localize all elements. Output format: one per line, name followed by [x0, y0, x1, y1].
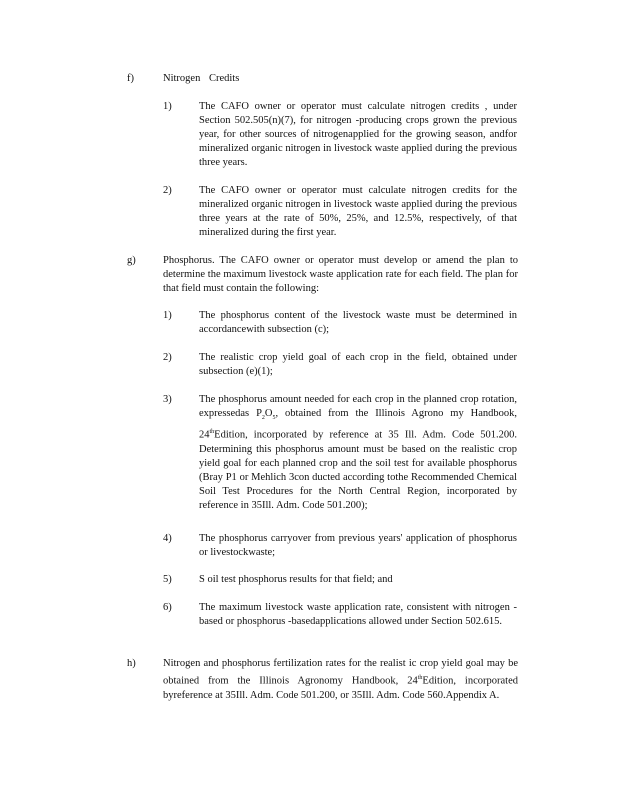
section-g-intro: Phosphorus. The CAFO owner or operator must develop or amend the plan to determine the maximum livestock waste application rate for each field. The plan for that field must contain the following:: [163, 255, 518, 294]
section-g-item-2-text: The realistic crop yield goal of each crop in the field, obtained under subsection (e)(1);: [199, 352, 517, 377]
section-f-letter: f): [127, 73, 134, 84]
section-g-item-3-text: The phosphorus amount needed for each crop in the planned crop rotation, expressedas $P_2O_5$, obtained from the Illinois Agrono my Handbook, 24thEdition, incorporated by reference at 35 Ill. Adm. Code 501.200. Determining this phosphorus amount must be based on the realistic crop yield goal for each planned crop and the soil test for available phosphorus (Bray P1 or Mehlich 3con ducted according tothe Recommended Chemical Soil Test Procedures for the North Central Region, incorporated by reference in 35Ill. Adm. Code 501.200);: [199, 394, 517, 511]
section-g-item-2-number: 2): [163, 352, 172, 363]
section-g-item-3-number: 3): [163, 394, 172, 405]
section-h-text: Nitrogen and phosphorus fertilization rates for the realist ic crop yield goal may be obtained from the Illinois Agronomy Handbook, 24thEdition, incorporated byreference at 35Ill. Adm. Code 501.200, or 35Ill. Adm. Code 560.Appendix A.: [163, 658, 518, 701]
section-g-item-6-number: 6): [163, 602, 172, 613]
section-g-item-6-text: The maximum livestock waste application rate, consistent with nitrogen -based or phosphorus -basedapplications allowed under Section 502.615.: [199, 602, 517, 627]
section-h-letter: h): [127, 658, 136, 669]
section-f-title: Nitrogen Credits: [163, 73, 240, 84]
section-f-item-1-number: 1): [163, 101, 172, 112]
section-f-item-1-text: The CAFO owner or operator must calculate nitrogen credits , under Section 502.505(n)(7), for nitrogen -producing crops grown the previous year, for other sources of nitrogenapplied for the growing season, andfor mineralized organic nitrogen in livestock waste applied during the previous three years.: [199, 101, 517, 168]
section-g-item-1-text: The phosphorus content of the livestock waste must be determined in accordancewith subsection (c);: [199, 310, 517, 335]
section-g-item-5-text: S oil test phosphorus results for that field; and: [199, 574, 393, 585]
section-g-item-4-number: 4): [163, 533, 172, 544]
section-f-item-2-text: The CAFO owner or operator must calculate nitrogen credits for the mineralized organic nitrogen in livestock waste applied during the previous three years at the rate of 50%, 25%, and 12.5%, respectively, of that mineralized during the first year.: [199, 185, 517, 238]
section-g-item-5-number: 5): [163, 574, 172, 585]
section-g-letter: g): [127, 255, 136, 266]
section-g-item-4-text: The phosphorus carryover from previous years' application of phosphorus or livestockwaste;: [199, 533, 517, 558]
section-f-item-2-number: 2): [163, 185, 172, 196]
section-g-item-1-number: 1): [163, 310, 172, 321]
